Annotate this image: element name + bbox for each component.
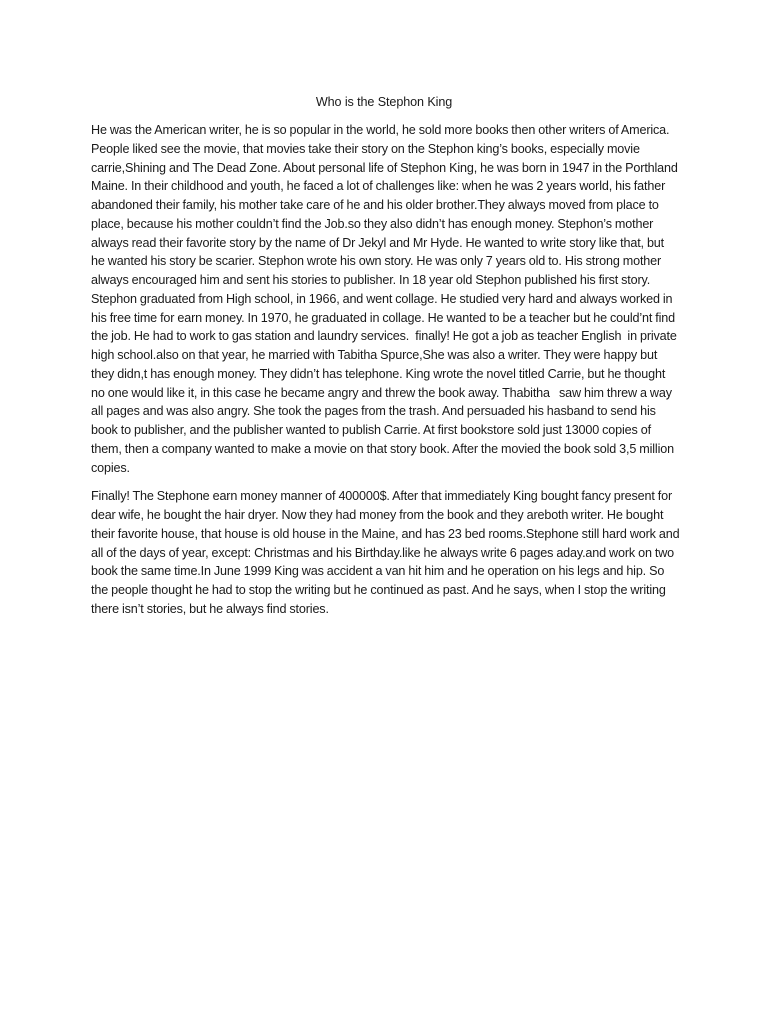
document-body (91, 121, 683, 629)
paragraph-2: Finally! The Stephone earn money manner of 400000$. After that immediately King bought fancy present for dear wife, he bought the hair dryer. Now they had money from the book and they areboth writer. He bought their favorite house, that house is old house in the Maine, and has 23 bed rooms.Stephone still hard work and all of the days of year, except: Christmas and his Birthday.like he always write 6 pages aday.and work on two book the same time.In June 1999 King was accident a van hit him and he operation on his legs and hip. So the people thought he had to stop the writing but he continued as past. And he says, when I stop the writing there isn’t stories, but he always find stories. (91, 489, 683, 616)
paragraph-1: He was the American writer, he is so popular in the world, he sold more books then other writers of America. People liked see the movie, that movies take their story on the Stephon king’s books, especially movie carrie,Shining and The Dead Zone. About personal life of Stephon King, he was born in 1947 in the Porthland Maine. In their childhood and youth, he faced a lot of challenges like: when he was 2 years world, his father abandoned their family, his mother take care of he and his older brother.They always moved from place to place, because his mother couldn’t find the Job.so they also didn’t has enough money. Stephon’s mother always read their favorite story by the name of Dr Jekyl and Mr Hyde. He wanted to write story like that, but he wanted his story be scarier. Stephon wrote his own story. He was only 7 years old to. His strong mother always encouraged him and sent his stories to publisher. In 18 year old Stephon published his first story. Stephon graduated from High school, in 1966, and went collage. He studied very hard and always worked in his free time for earn money. In 1970, he graduated in collage. He wanted to be a teacher but he could’nt find the job. He had to work to gas station and laundry services. finally! He got a job as teacher English in private high school.also on that year, he married with Tabitha Spurce,She was also a writer. They were happy but they didn,t has enough money. They didn’t has telephone. King wrote the novel titled Carrie, but he thought no one would like it, in this case he became angry and threw the book away. Thabitha saw him threw a way all pages and was also angry. She took the pages from the trash. And persuaded his hasband to send his book to publisher, and the publisher wanted to publish Carrie. At first bookstore sold just 13000 copies of them, then a company wanted to make a movie on that story book. After the movied the book sold 3,5 million copies. (91, 123, 681, 475)
document-title: Who is the Stephon King (315, 95, 453, 109)
